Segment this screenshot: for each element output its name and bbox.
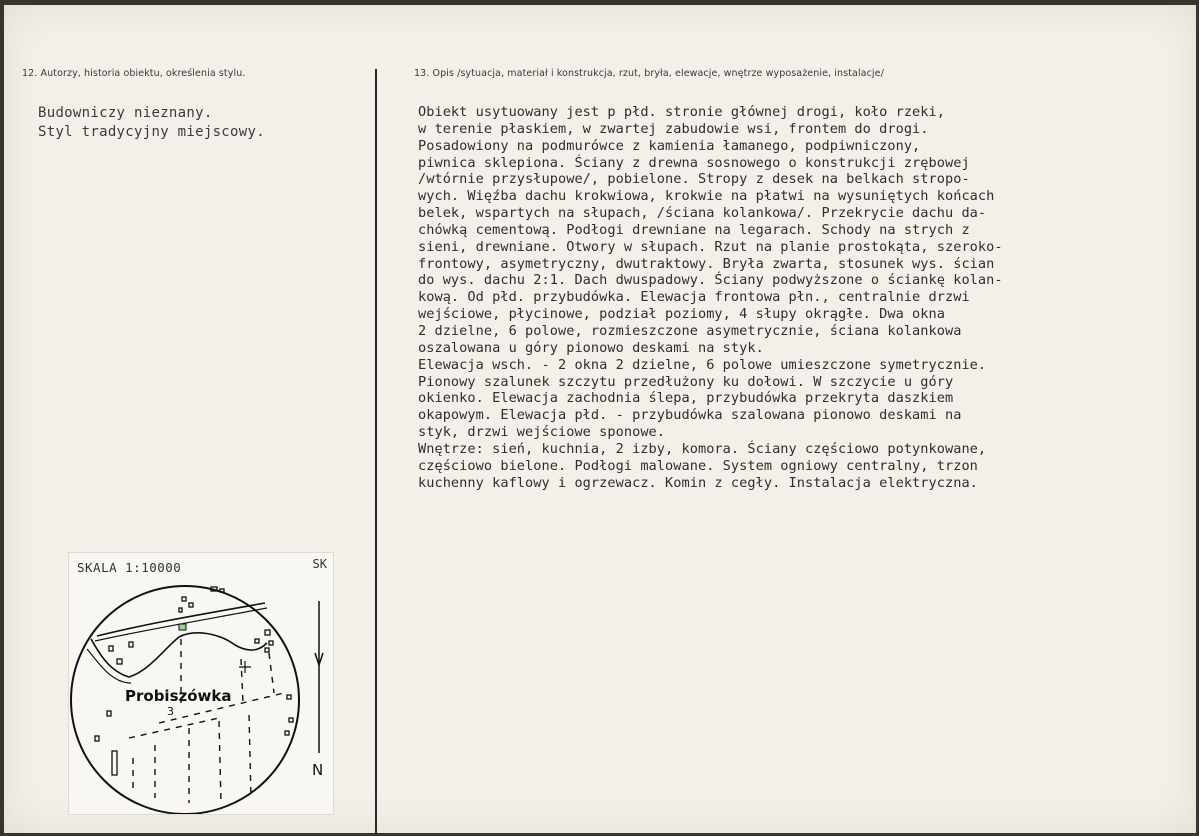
section-12-heading: 12. Autorzy, historia obiektu, określenia stylu. [22, 68, 246, 79]
description-line: chówką cementową. Podłogi drewniane na legarach. Schody na strych z [418, 221, 970, 238]
description-line: piwnica sklepiona. Ściany z drewna sosnowego o konstrukcji zrębowej [418, 154, 970, 171]
description-line: wejściowe, płycinowe, podział poziomy, 4 słupy okrągłe. Dwa okna [418, 306, 945, 323]
section-13-heading: 13. Opis /sytuacja, materiał i konstrukcja, rzut, bryła, elewacje, wnętrze wyposażenie, instalacje/ [414, 68, 884, 79]
description-line: oszalowana u góry pionowo deskami na styk. [418, 339, 764, 356]
place-number-label: 3 [167, 705, 174, 718]
map-sketch [69, 553, 333, 814]
description-line: Posadowiony na podmurówce z kamienia łamanego, podpiwniczony, [418, 137, 921, 154]
description-line: Obiekt usytuowany jest p płd. stronie głównej drogi, koło rzeki, [418, 104, 945, 120]
description-line: styk, drzwi wejściowe sponowe. [418, 424, 666, 441]
description-line: Wnętrze: sień, kuchnia, 2 izby, komora. Ściany częściowo potynkowane, [418, 440, 987, 457]
description-line: wych. Więźba dachu krokwiowa, krokwie na płatwi na wysuniętych końcach [418, 188, 995, 205]
description-line: Pionowy szalunek szczytu przedłużony ku dołowi. W szczycie u góry [418, 373, 954, 390]
description-line: belek, wspartych na słupach, /ściana kolankowa/. Przekrycie dachu da- [418, 205, 987, 222]
description-line: do wys. dachu 2:1. Dach dwuspadowy. Ściany podwyższone o ściankę kolan- [418, 272, 1003, 289]
description-line: kuchenny kaflowy i ogrzewacz. Komin z cegły. Instalacja elektryczna. [418, 474, 978, 491]
description-line: częściowo bielone. Podłogi malowane. System ogniowy centralny, trzon [418, 457, 978, 474]
authors-text [38, 104, 265, 142]
map-scale-label: SKALA 1:10000 [77, 560, 182, 575]
builder-line: Budowniczy nieznany. [38, 105, 213, 121]
description-line: Elewacja wsch. - 2 okna 2 dzielne, 6 polowe umieszczone symetrycznie. [418, 356, 987, 373]
north-label: N [312, 761, 324, 779]
location-map [68, 552, 334, 815]
map-corner-label: SK [312, 557, 327, 571]
description-line: w terenie płaskiem, w zwartej zabudowie wsi, frontem do drogi. [418, 120, 929, 137]
style-line: Styl tradycyjny miejscowy. [38, 124, 265, 140]
place-name-label: Probiszówka [125, 687, 232, 705]
description-line: sieni, drewniane. Otwory w słupach. Rzut na planie prostokąta, szeroko- [418, 238, 1003, 255]
description-line: frontowy, asymetryczny, dwutraktowy. Bryła zwarta, stosunek wys. ścian [418, 255, 995, 272]
description-line: okienko. Elewacja zachodnia ślepa, przybudówka przekryta daszkiem [418, 390, 954, 407]
description-line: kową. Od płd. przybudówka. Elewacja frontowa płn., centralnie drzwi [418, 289, 970, 306]
column-divider [375, 69, 377, 833]
description-line: /wtórnie przysłupowe/, pobielone. Stropy z desek na belkach stropo- [418, 171, 970, 188]
description-text [418, 104, 1138, 491]
inventory-card [4, 5, 1196, 833]
description-line: 2 dzielne, 6 polowe, rozmieszczone asymetrycznie, ściana kolankowa [418, 322, 962, 339]
description-line: okapowym. Elewacja płd. - przybudówka szalowana pionowo deskami na [418, 407, 962, 424]
